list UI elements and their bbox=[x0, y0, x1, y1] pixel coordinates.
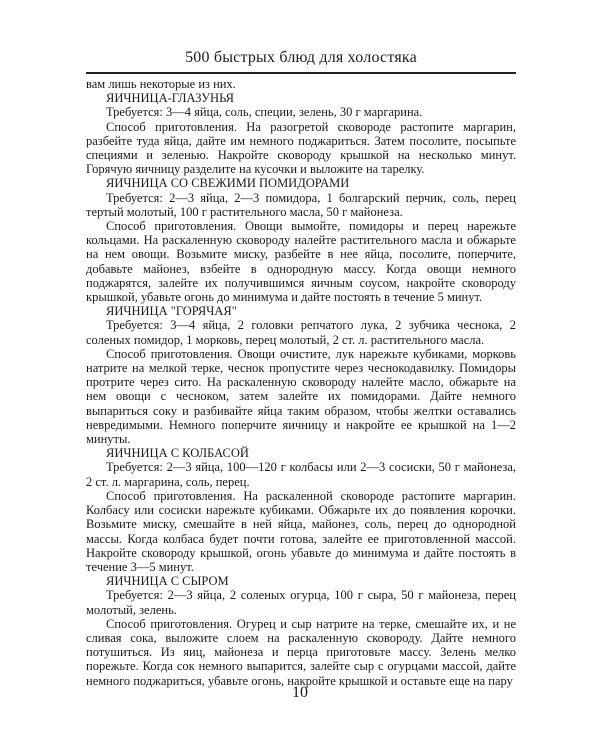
recipe-method: Способ приготовления. Овощи очистите, лук нарежьте кубиками, морковь натрите на мелкой терке, чеснок пропустите через чеснокодавилку. Помидоры протрите через сито. На раскаленную сковороду налейте масло, обжарьте на нем овощи с чесноком, затем залейте их помидорами. Дайте немного выпариться соку и разбивайте яйца таким образом, чтобы желтки оставались невредимыми. Немного поперчите яичницу и накройте ее крышкой на 1—2 минуты. bbox=[86, 346, 516, 447]
page-header: 500 быстрых блюд для холостяка bbox=[185, 49, 417, 66]
intro-text: вам лишь некоторые из них. bbox=[86, 77, 236, 91]
recipe-ingredients: Требуется: 3—4 яйца, 2 головки репчатого лука, 2 зубчика чеснока, 2 соленых помидор, 1 морковь, перец молотый, 2 ст. л. растительного масла. bbox=[86, 318, 516, 347]
recipe-title: ЯИЧНИЦА-ГЛАЗУНЬЯ bbox=[106, 91, 234, 106]
recipe-ingredients: Требуется: 3—4 яйца, соль, специи, зелень, 30 г маргарина. bbox=[106, 105, 423, 120]
recipe-method: Способ приготовления. На разогретой сковороде растопите маргарин, разбейте туда яйца, дайте им немного поджариться. Затем посолите, посыпьте специями и зеленью. Накройте сковороду крышкой на несколько минут. Горячую яичницу разделите на кусочки и выложите на тарелку. bbox=[86, 119, 516, 177]
recipe-ingredients: Требуется: 2—3 яйца, 2 соленых огурца, 100 г сыра, 50 г майонеза, перец молотый, зелень. bbox=[86, 588, 516, 617]
recipe-ingredients: Требуется: 2—3 яйца, 100—120 г колбасы или 2—3 сосиски, 50 г майонеза, 2 ст. л. маргарина, соль, перец. bbox=[86, 460, 516, 489]
recipe-title: ЯИЧНИЦА "ГОРЯЧАЯ" bbox=[106, 304, 237, 319]
page-number: 10 bbox=[292, 684, 308, 701]
page-content bbox=[86, 77, 516, 688]
header-rule bbox=[86, 72, 516, 74]
recipe-title: ЯИЧНИЦА С СЫРОМ bbox=[106, 574, 229, 589]
recipe-title: ЯИЧНИЦА С КОЛБАСОЙ bbox=[106, 446, 249, 461]
recipe-method: Способ приготовления. На раскаленной сковороде растопите маргарин. Колбасу или сосиски нарежьте кубиками. Обжарьте их до появления корочки. Возьмите миску, смешайте в ней яйца, майонез, соль, перец до однородной массы. Когда колбаса будет почти готова, залейте ее приготовленной массой. Накройте сковороду крышкой, огонь убавьте до минимума и дайте постоять в течение 3—5 минут. bbox=[86, 488, 516, 574]
recipe-ingredients: Требуется: 2—3 яйца, 2—3 помидора, 1 болгарский перчик, соль, перец тертый молотый, 100 г растительного масла, 50 г майонеза. bbox=[86, 190, 516, 219]
recipe-title: ЯИЧНИЦА СО СВЕЖИМИ ПОМИДОРАМИ bbox=[106, 176, 350, 191]
recipe-method: Способ приготовления. Огурец и сыр натрите на терке, смешайте их, и не сливая сока, выложите слоем на раскаленную сковороду. Дайте немного потушиться. Из яиц, майонеза и перца приготовьте массу. Зелень мелко порежьте. Когда сок немного выпарится, залейте сыр с огурцами массой, дайте немного поджариться, убавьте огонь, накройте крышкой и оставьте еще на пару bbox=[86, 616, 516, 688]
recipe-method: Способ приготовления. Овощи вымойте, помидоры и перец нарежьте кольцами. На раскаленную сковороду налейте растительного масла и обжарьте на нем овощи. Возьмите миску, разбейте в нее яйца, посолите, поперчите, добавьте майонез, взбейте в однородную массу. Когда овощи немного поджарятся, залейте их получившимся яичным соусом, накройте сковороду крышкой, убавьте огонь до минимума и дайте постоять в течение 5 минут. bbox=[86, 219, 516, 305]
